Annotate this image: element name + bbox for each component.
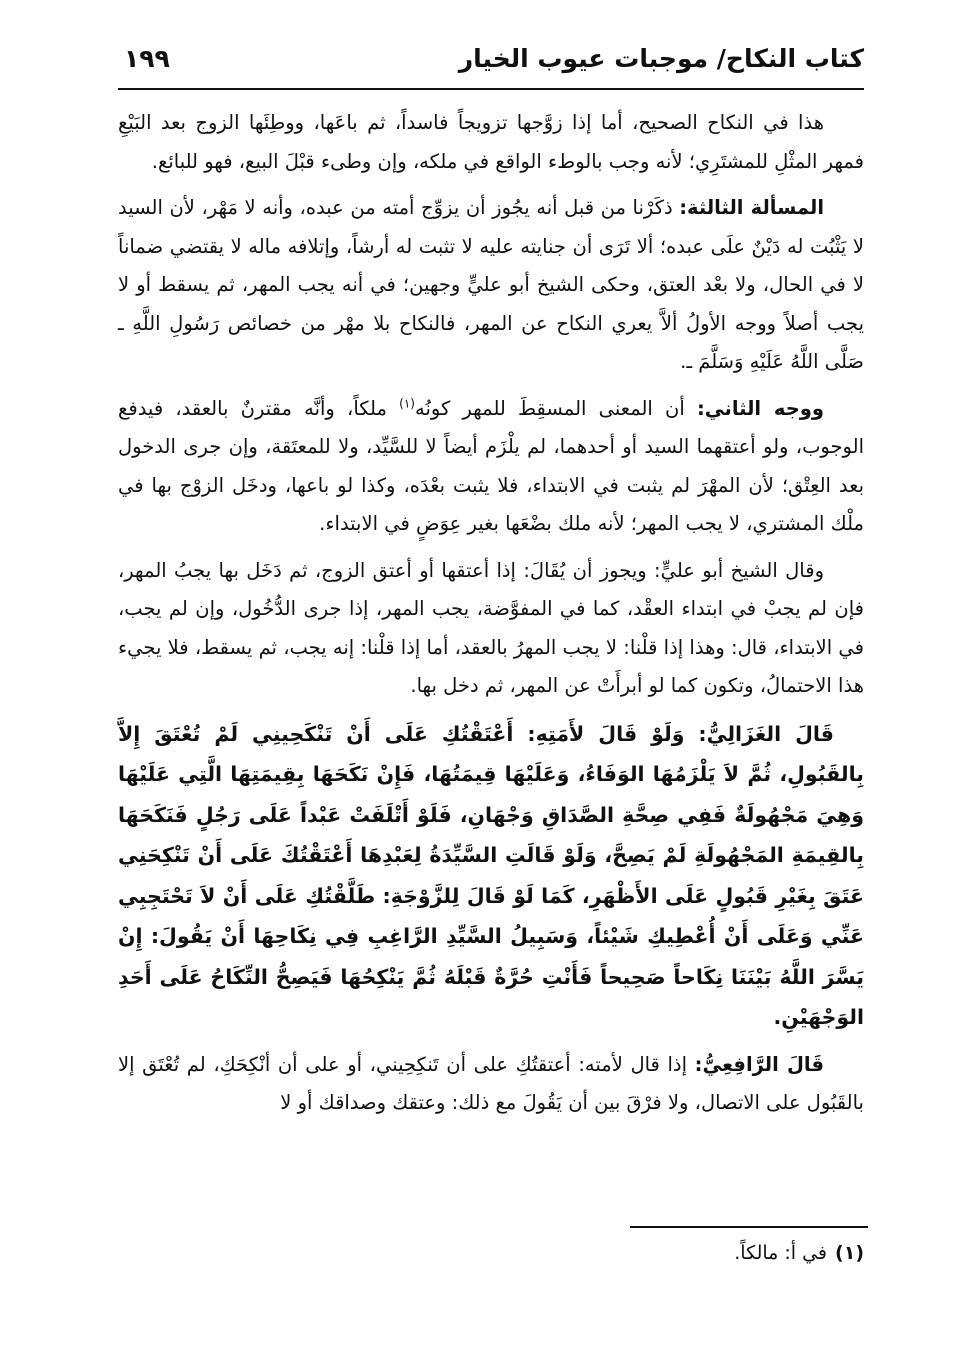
paragraph-text: وَلَوْ قَالَ لأَمَتِهِ: أَعْتَقْتُكِ عَلَى أَنْ تَنْكَحِينِي لَمْ تُعْتَقَ إِلاَّ بِالقَبُولِ، ثُمَّ لاَ يَلْزَمُهَا الوَفَاءُ، وَعَلَيْهَا قِيمَتُهَا، فَإِنْ نَكَحَهَا بِقِيمَتِهَا الَّتِي عَلَيْهَا وَهِيَ مَجْهُولَةٌ فَفِي صِحَّةِ الصَّدَاقِ وَجْهَانِ، فَلَوْ أَتْلَفَتْ عَبْداً عَلَى رَجُلٍ فَنَكَحَهَا بِالقِيمَةِ المَجْهُولَةِ لَمْ يَصِحَّ، وَلَوْ قَالَتِ السَّيِّدَةُ لِعَبْدِهَا أَعْتَقْتُكَ عَلَى أَنْ تَنْكِحَنِي عَتَقَ بِغَيْرِ قَبُولٍ عَلَى الأَظْهَرِ، كَمَا لَوْ قَالَ لِلزَّوْجَةِ: طَلَّقْتُكِ عَلَى أَنْ لاَ تَحْتَجِبِي عَنِّي وَعَلَى أَنْ أُعْطِيكِ شَيْئاً، وَسَبِيلُ السَّيِّدِ الرَّاغِبِ فِي نِكَاحِهَا أَنْ يَقُولَ: إِنْ يَسَّرَ اللَّهُ بَيْنَنَا نِكَاحاً صَحِيحاً فَأَنْتِ حُرَّةٌ قَبْلَهُ ثُمَّ يَنْكِحُهَا فَيَصِحُّ النِّكَاحُ عَلَى أَحَدِ الوَجْهَيْنِ. [118,721,864,1029]
paragraph [118,104,864,181]
paragraph-heading: قَالَ الرَّافِعِيُّ: [694,1052,824,1076]
paragraph-text: ذكَرْنا من قبل أنه يجُوز أن يزوِّج أمته من عبده، وأنه لا مَهْر، لأن السيد لا يَثْبُت له دَيْنٌ علَى عبده؛ ألا تَرَى أن جنايته عليه لا تثبت له أرشاً، وإتلافه ماله لا يقتضي ضماناً لا في الحال، ولا بعْد العتق، وحكى الشيخ أبو عليٍّ وجهين؛ في أنه يجب المهر، ثم يسقط أو لا يجب أصلاً ووجه الأولُ ألاَّ يعري النكاح عن المهر، فالنكاح بلا مهْر من خصائص رَسُولِ اللَّهِ ـ صَلَّى اللَّهُ عَلَيْهِ وَسَلَّمَ ـ. [118,196,864,373]
footnote-number: (١) [835,1242,864,1264]
page-number: ١٩٩ [124,44,170,73]
footnote [734,1238,864,1268]
paragraph [118,390,864,544]
header-rule [118,88,864,90]
paragraph [118,189,864,382]
paragraph-text: إذا قال لأمته: أعتقتُكِ على أن تَنكِحِيني، أو على أن أنْكِحَكِ، لم تُعْتَق إلا بالقَبُول على الاتصال، ولا فرْقَ بين أن يَقُولَ مع ذلك: وعتقك وصداقك أو لا [118,1052,864,1114]
quoted-matn [118,714,864,1038]
footnote-rule [630,1226,868,1228]
paragraph-text: وقال الشيخ أبو عليٍّ: ويجوز أن يُقَالَ: إذا أعتقها أو أعتق الزوج، ثم دَخَل بها يجبُ المهر، فإن لم يجبْ في ابتداء العقْد، كما في المفوَّضة، يجب المهر، إذا جرى الدُّخُول، وإن لم يجب، في الابتداء، قال: وهذا إذا قلْنا: لا يجب المهرُ بالعقد، أما إذا قلْنا: إنه يجب، ثم يسقط، فلا يجيء هذا الاحتمالُ، وتكون كما لو أبرأَتْ عن المهر، ثم دخل بها. [118,558,864,697]
footnote-text: في أ: مالكاً. [734,1242,828,1264]
paragraph [118,552,864,706]
running-title: كتاب النكاح/ موجبات عيوب الخيار [458,44,864,73]
footnote-marker: (١) [399,396,415,410]
paragraph-text: أن المعنى المسقِطَ للمهر كونُه [414,396,697,420]
paragraph-heading: قَالَ الغَزَالِيُّ: [698,721,834,746]
paragraph-text: ملكاً، وأنَّه مقترنٌ بالعقد، فيدفع الوجوب، ولو أعتقهما السيد أو أحدهما، لم يلْزَم أيضاً لا للسَّيِّد، ولا للمعتَقة، وإن جرى الدخول بعد العِتْق؛ لأن المهْرَ لم يثبت في الابتداء، فلا يثبت بعْدَه، وكذا لو باعها، ودخَل الزوْج بها في ملْك المشتري، لا يجب المهر؛ لأنه ملك بضْعَها بغير عِوَضٍ في الابتداء. [118,396,864,535]
paragraph-text: هذا في النكاح الصحيح، أما إذا زوَّجها تزويجاً فاسداً، ثم باعَها، ووطِئَها الزوج بعد البَيْعِ فمهر المثْلِ للمشتَرِي؛ لأنه وجب بالوطء الواقع في ملكه، وإن وطىء قبْلَ البيع، فهو للبائع. [118,111,864,173]
paragraph-heading: ووجه الثاني: [696,396,825,420]
page-header [118,40,864,84]
body-text [118,104,864,1131]
paragraph [118,1046,864,1123]
paragraph-heading: المسألة الثالثة: [679,196,825,219]
